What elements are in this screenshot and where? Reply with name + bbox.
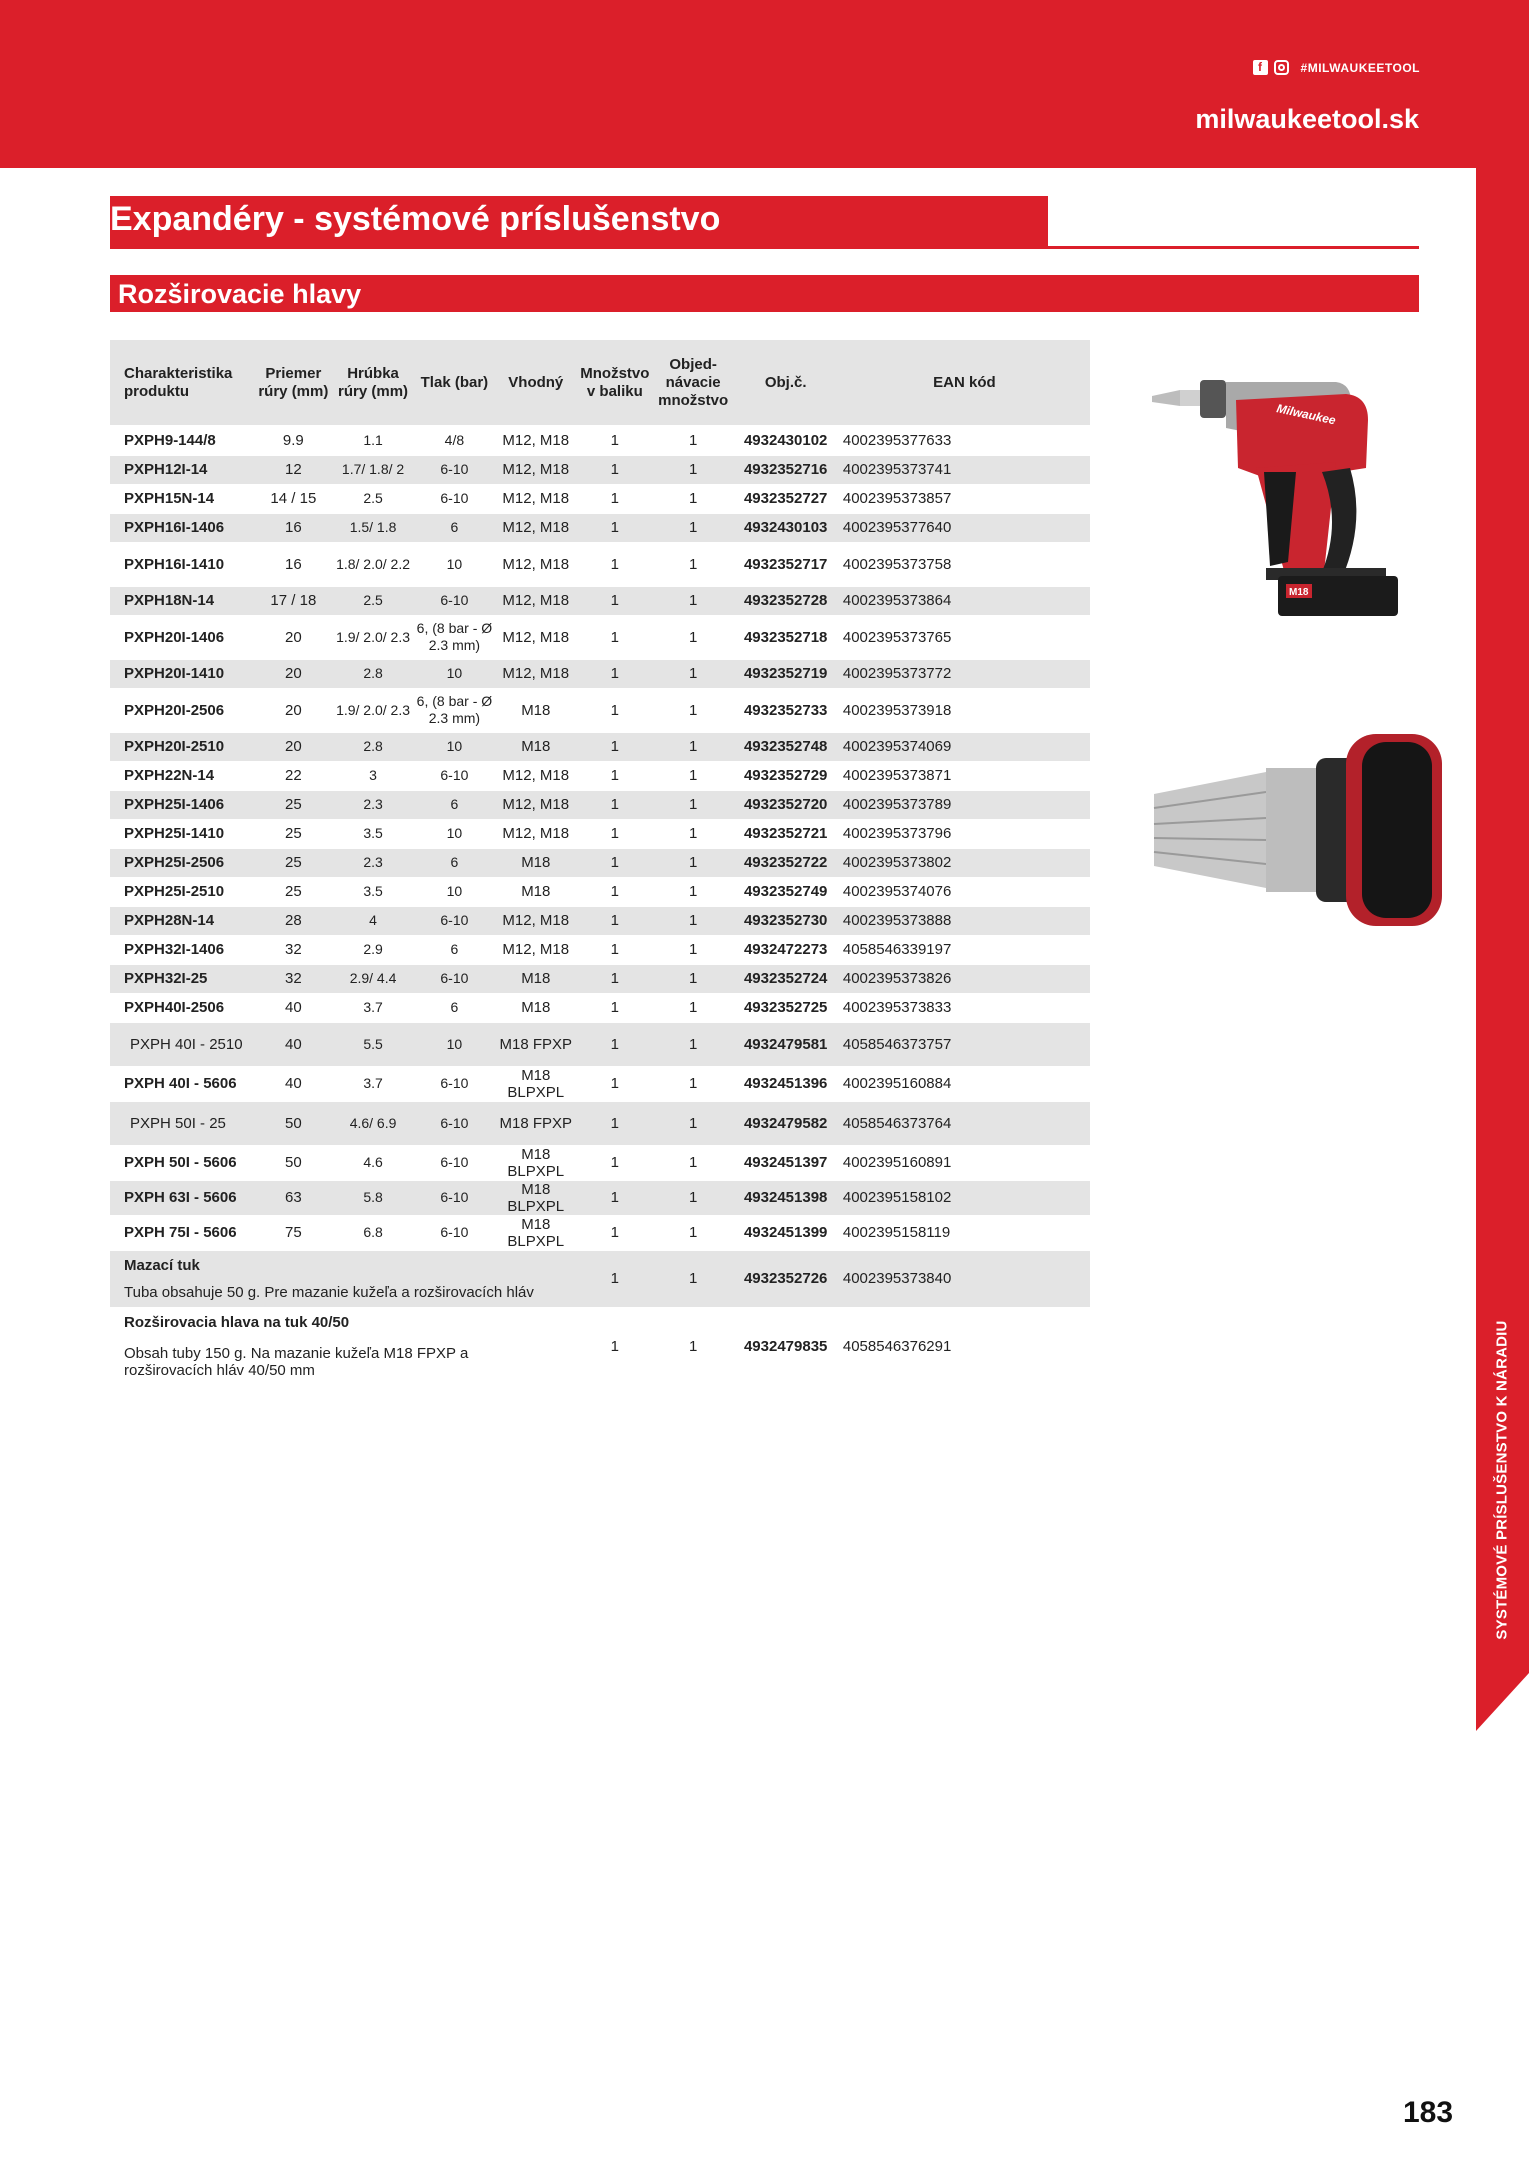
cell-thickness: 2.5 xyxy=(333,586,413,615)
cell-name: PXPH20I-2510 xyxy=(110,732,254,761)
cell-thickness: 3.7 xyxy=(333,1066,413,1101)
cell-pressure: 10 xyxy=(413,877,495,906)
cell-thickness: 2.8 xyxy=(333,659,413,688)
table-row xyxy=(110,993,1090,1022)
table-row-accessory xyxy=(110,1250,1090,1307)
cell-qty-order: 1 xyxy=(654,848,733,877)
instagram-icon[interactable] xyxy=(1274,60,1289,75)
cell-qty-pack: 1 xyxy=(576,1215,654,1250)
cell-name: PXPH25I-2506 xyxy=(110,848,254,877)
cell-compatible: M12, M18 xyxy=(496,455,576,484)
cell-compatible: M18 xyxy=(496,964,576,993)
page-number: 183 xyxy=(1403,2096,1454,2129)
cell-name: PXPH18N-14 xyxy=(110,586,254,615)
cell-pressure: 6-10 xyxy=(413,1101,495,1145)
cell-qty-pack: 1 xyxy=(576,586,654,615)
cell-qty-pack: 1 xyxy=(576,1180,654,1215)
cell-qty-order: 1 xyxy=(654,1145,733,1180)
cell-ean: 4002395160884 xyxy=(839,1066,1090,1101)
table-row xyxy=(110,455,1090,484)
cell-thickness: 3.5 xyxy=(333,877,413,906)
cell-thickness: 1.9/ 2.0/ 2.3 xyxy=(333,688,413,732)
table-row xyxy=(110,935,1090,964)
cell-qty-pack: 1 xyxy=(576,1307,654,1385)
cell-ean: 4002395373833 xyxy=(839,993,1090,1022)
cell-compatible: M12, M18 xyxy=(496,819,576,848)
cell-name: PXPH12I-14 xyxy=(110,455,254,484)
cell-ean: 4002395373758 xyxy=(839,542,1090,586)
cell-ean: 4002395374076 xyxy=(839,877,1090,906)
cell-ean: 4002395377640 xyxy=(839,513,1090,542)
cell-qty-pack: 1 xyxy=(576,877,654,906)
cell-ean: 4002395373857 xyxy=(839,484,1090,513)
cell-diameter: 75 xyxy=(254,1215,333,1250)
cell-thickness: 1.5/ 1.8 xyxy=(333,513,413,542)
table-row xyxy=(110,513,1090,542)
cell-pressure: 6-10 xyxy=(413,455,495,484)
cell-qty-order: 1 xyxy=(654,964,733,993)
table-row xyxy=(110,426,1090,455)
cell-qty-order: 1 xyxy=(654,484,733,513)
cell-diameter: 32 xyxy=(254,964,333,993)
cell-qty-order: 1 xyxy=(654,513,733,542)
cell-qty-order: 1 xyxy=(654,1180,733,1215)
cell-pressure: 10 xyxy=(413,732,495,761)
battery-label: M18 xyxy=(1289,587,1309,598)
table-row xyxy=(110,1180,1090,1215)
cell-ean: 4002395373826 xyxy=(839,964,1090,993)
cell-obj: 4932352725 xyxy=(732,993,838,1022)
cell-ean: 4002395377633 xyxy=(839,426,1090,455)
cell-qty-order: 1 xyxy=(654,790,733,819)
cell-thickness: 2.8 xyxy=(333,732,413,761)
cell-qty-order: 1 xyxy=(654,1101,733,1145)
cell-ean: 4058546373757 xyxy=(839,1022,1090,1066)
table-row xyxy=(110,732,1090,761)
cell-name: PXPH25I-2510 xyxy=(110,877,254,906)
cell-qty-pack: 1 xyxy=(576,659,654,688)
cell-qty-pack: 1 xyxy=(576,1145,654,1180)
cell-pressure: 6 xyxy=(413,790,495,819)
col-header-qty-pack: Množstvo v baliku xyxy=(576,340,654,426)
cell-ean: 4058546339197 xyxy=(839,935,1090,964)
cell-name: PXPH25I-1410 xyxy=(110,819,254,848)
cell-thickness: 1.7/ 1.8/ 2 xyxy=(333,455,413,484)
cell-qty-order: 1 xyxy=(654,455,733,484)
cell-diameter: 40 xyxy=(254,1066,333,1101)
cell-name: PXPH 50I - 5606 xyxy=(110,1145,254,1180)
cell-thickness: 1.8/ 2.0/ 2.2 xyxy=(333,542,413,586)
cell-compatible: M12, M18 xyxy=(496,761,576,790)
cell-obj: 4932472273 xyxy=(732,935,838,964)
cell-ean: 4002395373918 xyxy=(839,688,1090,732)
cell-obj: 4932430102 xyxy=(732,426,838,455)
cell-diameter: 28 xyxy=(254,906,333,935)
cell-obj: 4932352721 xyxy=(732,819,838,848)
col-header-ean: EAN kód xyxy=(839,340,1090,426)
cell-thickness: 2.9 xyxy=(333,935,413,964)
cell-ean: 4002395158102 xyxy=(839,1180,1090,1215)
cell-qty-order: 1 xyxy=(654,761,733,790)
cell-compatible: M12, M18 xyxy=(496,426,576,455)
cell-obj: 4932451397 xyxy=(732,1145,838,1180)
svg-text:Milwaukee: Milwaukee xyxy=(1275,401,1338,428)
cell-qty-pack: 1 xyxy=(576,848,654,877)
cell-qty-pack: 1 xyxy=(576,484,654,513)
cell-ean: 4002395373796 xyxy=(839,819,1090,848)
expander-head-image xyxy=(1146,728,1448,928)
table-row xyxy=(110,542,1090,586)
cell-qty-pack: 1 xyxy=(576,1101,654,1145)
cell-ean: 4002395158119 xyxy=(839,1215,1090,1250)
cell-qty-order: 1 xyxy=(654,1022,733,1066)
cell-thickness: 3.7 xyxy=(333,993,413,1022)
cell-obj: 4932352716 xyxy=(732,455,838,484)
cell-thickness: 1.1 xyxy=(333,426,413,455)
cell-ean: 4002395374069 xyxy=(839,732,1090,761)
col-header-diameter: Priemer rúry (mm) xyxy=(254,340,333,426)
cell-ean: 4002395373741 xyxy=(839,455,1090,484)
cell-compatible: M18 xyxy=(496,993,576,1022)
table-row xyxy=(110,1022,1090,1066)
cell-name: PXPH28N-14 xyxy=(110,906,254,935)
table-row xyxy=(110,877,1090,906)
cell-thickness: 2.5 xyxy=(333,484,413,513)
cell-obj: 4932352720 xyxy=(732,790,838,819)
cell-pressure: 6-10 xyxy=(413,1066,495,1101)
cell-qty-order: 1 xyxy=(654,732,733,761)
page-title: Expandéry - systémové príslušenstvo xyxy=(110,200,721,238)
cell-ean: 4002395373864 xyxy=(839,586,1090,615)
cell-obj: 4932352727 xyxy=(732,484,838,513)
cell-name: PXPH16I-1406 xyxy=(110,513,254,542)
title-underline xyxy=(110,246,1419,249)
cell-diameter: 25 xyxy=(254,848,333,877)
cell-qty-order: 1 xyxy=(654,906,733,935)
cell-qty-order: 1 xyxy=(654,615,733,659)
cell-obj: 4932352719 xyxy=(732,659,838,688)
cell-name: PXPH 50I - 25 xyxy=(110,1101,254,1145)
col-header-name: Charakteristika produktu xyxy=(110,340,254,426)
cell-compatible: M18 BLPXPL xyxy=(496,1145,576,1180)
cell-ean: 4002395373789 xyxy=(839,790,1090,819)
cell-diameter: 16 xyxy=(254,542,333,586)
table-row xyxy=(110,1101,1090,1145)
cell-qty-order: 1 xyxy=(654,1307,733,1385)
cell-qty-pack: 1 xyxy=(576,964,654,993)
cell-pressure: 6, (8 bar - Ø 2.3 mm) xyxy=(413,688,495,732)
hashtag: #MILWAUKEETOOL xyxy=(1300,60,1420,75)
col-header-pressure: Tlak (bar) xyxy=(413,340,495,426)
table-row-accessory xyxy=(110,1307,1090,1385)
cell-pressure: 6, (8 bar - Ø 2.3 mm) xyxy=(413,615,495,659)
cell-compatible: M18 FPXP xyxy=(496,1101,576,1145)
cell-compatible: M12, M18 xyxy=(496,513,576,542)
header-band xyxy=(0,0,1529,168)
cell-name: PXPH 63I - 5606 xyxy=(110,1180,254,1215)
cell-pressure: 6 xyxy=(413,848,495,877)
cell-qty-pack: 1 xyxy=(576,1250,654,1307)
col-header-obj: Obj.č. xyxy=(732,340,838,426)
cell-obj: 4932451398 xyxy=(732,1180,838,1215)
cell-thickness: 2.3 xyxy=(333,790,413,819)
cell-compatible: M18 BLPXPL xyxy=(496,1215,576,1250)
cell-thickness: 6.8 xyxy=(333,1215,413,1250)
cell-thickness: 3.5 xyxy=(333,819,413,848)
side-label-wrap xyxy=(1476,1310,1529,1650)
cell-pressure: 6-10 xyxy=(413,1215,495,1250)
cell-obj: 4932352718 xyxy=(732,615,838,659)
cell-pressure: 6-10 xyxy=(413,586,495,615)
product-table xyxy=(110,340,1090,1386)
cell-ean: 4002395160891 xyxy=(839,1145,1090,1180)
cell-name: PXPH 40I - 2510 xyxy=(110,1022,254,1066)
cell-obj: 4932352728 xyxy=(732,586,838,615)
cell-qty-pack: 1 xyxy=(576,1066,654,1101)
cell-qty-order: 1 xyxy=(654,819,733,848)
cell-diameter: 50 xyxy=(254,1145,333,1180)
cell-obj: 4932352733 xyxy=(732,688,838,732)
cell-name: PXPH 40I - 5606 xyxy=(110,1066,254,1101)
cell-name: PXPH25I-1406 xyxy=(110,790,254,819)
cell-ean: 4002395373888 xyxy=(839,906,1090,935)
cell-diameter: 25 xyxy=(254,877,333,906)
table-row xyxy=(110,761,1090,790)
cell-qty-pack: 1 xyxy=(576,906,654,935)
cell-ean: 4002395373772 xyxy=(839,659,1090,688)
cell-name: PXPH40I-2506 xyxy=(110,993,254,1022)
cell-name: PXPH32I-25 xyxy=(110,964,254,993)
cell-pressure: 4/8 xyxy=(413,426,495,455)
table-row xyxy=(110,790,1090,819)
cell-thickness: 5.8 xyxy=(333,1180,413,1215)
cell-thickness: 4.6 xyxy=(333,1145,413,1180)
cell-compatible: M18 xyxy=(496,877,576,906)
cell-thickness: 5.5 xyxy=(333,1022,413,1066)
cell-qty-order: 1 xyxy=(654,426,733,455)
cell-qty-pack: 1 xyxy=(576,761,654,790)
expander-tool-image xyxy=(1146,372,1448,642)
cell-ean: 4058546373764 xyxy=(839,1101,1090,1145)
cell-diameter: 25 xyxy=(254,790,333,819)
cell-ean: 4002395373802 xyxy=(839,848,1090,877)
cell-diameter: 9.9 xyxy=(254,426,333,455)
cell-pressure: 10 xyxy=(413,659,495,688)
cell-name: PXPH16I-1410 xyxy=(110,542,254,586)
cell-pressure: 6 xyxy=(413,513,495,542)
cell-obj: 4932430103 xyxy=(732,513,838,542)
accessory-description: Obsah tuby 150 g. Na mazanie kužeľa M18 FPXP a rozširovacích hláv 40/50 mm xyxy=(124,1344,469,1379)
cell-qty-pack: 1 xyxy=(576,993,654,1022)
cell-name: PXPH15N-14 xyxy=(110,484,254,513)
table-row xyxy=(110,819,1090,848)
accessory-label: Rozširovacia hlava na tuk 40/50 xyxy=(124,1313,350,1331)
cell-compatible: M18 BLPXPL xyxy=(496,1180,576,1215)
cell-compatible: M12, M18 xyxy=(496,790,576,819)
cell-qty-pack: 1 xyxy=(576,426,654,455)
cell-compatible: M18 xyxy=(496,688,576,732)
cell-ean: 4002395373871 xyxy=(839,761,1090,790)
table-row xyxy=(110,586,1090,615)
cell-diameter: 17 / 18 xyxy=(254,586,333,615)
cell-qty-order: 1 xyxy=(654,688,733,732)
cell-name: PXPH9-144/8 xyxy=(110,426,254,455)
cell-name: PXPH22N-14 xyxy=(110,761,254,790)
table-row xyxy=(110,615,1090,659)
cell-pressure: 6-10 xyxy=(413,1145,495,1180)
cell-diameter: 63 xyxy=(254,1180,333,1215)
cell-thickness: 2.3 xyxy=(333,848,413,877)
cell-pressure: 6 xyxy=(413,993,495,1022)
cell-obj: 4932451396 xyxy=(732,1066,838,1101)
cell-name: PXPH20I-1410 xyxy=(110,659,254,688)
cell-name: PXPH20I-2506 xyxy=(110,688,254,732)
cell-name: PXPH32I-1406 xyxy=(110,935,254,964)
cell-ean: 4058546376291 xyxy=(839,1307,1090,1385)
cell-qty-order: 1 xyxy=(654,935,733,964)
cell-qty-pack: 1 xyxy=(576,819,654,848)
cell-diameter: 50 xyxy=(254,1101,333,1145)
site-url[interactable]: milwaukeetool.sk xyxy=(1195,104,1419,134)
cell-pressure: 10 xyxy=(413,1022,495,1066)
cell-compatible: M12, M18 xyxy=(496,659,576,688)
cell-obj: 4932352724 xyxy=(732,964,838,993)
table-row xyxy=(110,659,1090,688)
cell-diameter: 14 / 15 xyxy=(254,484,333,513)
cell-qty-pack: 1 xyxy=(576,615,654,659)
cell-obj: 4932352729 xyxy=(732,761,838,790)
cell-qty-order: 1 xyxy=(654,993,733,1022)
cell-obj: 4932479835 xyxy=(732,1307,838,1385)
cell-qty-order: 1 xyxy=(654,1250,733,1307)
cell-obj: 4932352726 xyxy=(732,1250,838,1307)
cell-ean: 4002395373840 xyxy=(839,1250,1090,1307)
cell-qty-order: 1 xyxy=(654,877,733,906)
cell-pressure: 6-10 xyxy=(413,761,495,790)
cell-pressure: 6-10 xyxy=(413,1180,495,1215)
accessory-label: Mazací tuk xyxy=(124,1256,200,1274)
cell-obj: 4932352717 xyxy=(732,542,838,586)
cell-qty-pack: 1 xyxy=(576,1022,654,1066)
cell-qty-pack: 1 xyxy=(576,790,654,819)
cell-obj: 4932352730 xyxy=(732,906,838,935)
accessory-description: Tuba obsahuje 50 g. Pre mazanie kužeľa a rozširovacích hláv xyxy=(124,1283,534,1301)
cell-pressure: 10 xyxy=(413,542,495,586)
cell-obj: 4932352749 xyxy=(732,877,838,906)
cell-qty-pack: 1 xyxy=(576,935,654,964)
cell-compatible: M18 FPXP xyxy=(496,1022,576,1066)
cell-obj: 4932352722 xyxy=(732,848,838,877)
cell-pressure: 6-10 xyxy=(413,964,495,993)
table-row xyxy=(110,484,1090,513)
col-header-qty-order: Objed- návacie množstvo xyxy=(654,340,733,426)
cell-thickness: 4.6/ 6.9 xyxy=(333,1101,413,1145)
cell-obj: 4932479582 xyxy=(732,1101,838,1145)
cell-diameter: 12 xyxy=(254,455,333,484)
cell-diameter: 25 xyxy=(254,819,333,848)
cell-compatible: M18 xyxy=(496,848,576,877)
col-header-compatible: Vhodný xyxy=(496,340,576,426)
cell-qty-pack: 1 xyxy=(576,732,654,761)
table-body xyxy=(110,426,1090,1385)
cell-qty-pack: 1 xyxy=(576,455,654,484)
cell-pressure: 6-10 xyxy=(413,484,495,513)
cell-obj: 4932479581 xyxy=(732,1022,838,1066)
cell-qty-order: 1 xyxy=(654,542,733,586)
cell-diameter: 32 xyxy=(254,935,333,964)
cell-thickness: 1.9/ 2.0/ 2.3 xyxy=(333,615,413,659)
cell-qty-pack: 1 xyxy=(576,513,654,542)
cell-thickness: 4 xyxy=(333,906,413,935)
cell-diameter: 20 xyxy=(254,732,333,761)
cell-pressure: 6-10 xyxy=(413,906,495,935)
cell-diameter: 20 xyxy=(254,688,333,732)
accessory-description-cell xyxy=(110,1250,576,1307)
table-row xyxy=(110,688,1090,732)
cell-diameter: 40 xyxy=(254,993,333,1022)
cell-compatible: M12, M18 xyxy=(496,586,576,615)
cell-qty-order: 1 xyxy=(654,1066,733,1101)
table-row xyxy=(110,964,1090,993)
facebook-icon[interactable]: f xyxy=(1253,60,1268,75)
cell-obj: 4932451399 xyxy=(732,1215,838,1250)
cell-compatible: M18 BLPXPL xyxy=(496,1066,576,1101)
cell-thickness: 3 xyxy=(333,761,413,790)
cell-qty-pack: 1 xyxy=(576,688,654,732)
cell-qty-order: 1 xyxy=(654,586,733,615)
section-title: Rozširovacie hlavy xyxy=(118,279,362,309)
cell-diameter: 20 xyxy=(254,659,333,688)
table-row xyxy=(110,1145,1090,1180)
cell-qty-order: 1 xyxy=(654,1215,733,1250)
cell-compatible: M12, M18 xyxy=(496,615,576,659)
cell-compatible: M12, M18 xyxy=(496,484,576,513)
cell-name: PXPH20I-1406 xyxy=(110,615,254,659)
table-row xyxy=(110,906,1090,935)
table-row xyxy=(110,1215,1090,1250)
cell-name: PXPH 75I - 5606 xyxy=(110,1215,254,1250)
cell-compatible: M12, M18 xyxy=(496,935,576,964)
side-label: SYSTÉMOVÉ PRÍSLUŠENSTVO K NÁRADIU xyxy=(1493,1320,1511,1640)
table-header-row xyxy=(110,340,1090,426)
table-row xyxy=(110,848,1090,877)
cell-compatible: M12, M18 xyxy=(496,542,576,586)
cell-diameter: 40 xyxy=(254,1022,333,1066)
cell-compatible: M12, M18 xyxy=(496,906,576,935)
cell-thickness: 2.9/ 4.4 xyxy=(333,964,413,993)
cell-diameter: 22 xyxy=(254,761,333,790)
cell-qty-order: 1 xyxy=(654,659,733,688)
col-header-thickness: Hrúbka rúry (mm) xyxy=(333,340,413,426)
cell-obj: 4932352748 xyxy=(732,732,838,761)
cell-qty-pack: 1 xyxy=(576,542,654,586)
social-links xyxy=(1253,60,1420,75)
cell-diameter: 20 xyxy=(254,615,333,659)
cell-diameter: 16 xyxy=(254,513,333,542)
table-row xyxy=(110,1066,1090,1101)
cell-ean: 4002395373765 xyxy=(839,615,1090,659)
accessory-description-cell xyxy=(110,1307,576,1385)
cell-compatible: M18 xyxy=(496,732,576,761)
cell-pressure: 10 xyxy=(413,819,495,848)
cell-pressure: 6 xyxy=(413,935,495,964)
